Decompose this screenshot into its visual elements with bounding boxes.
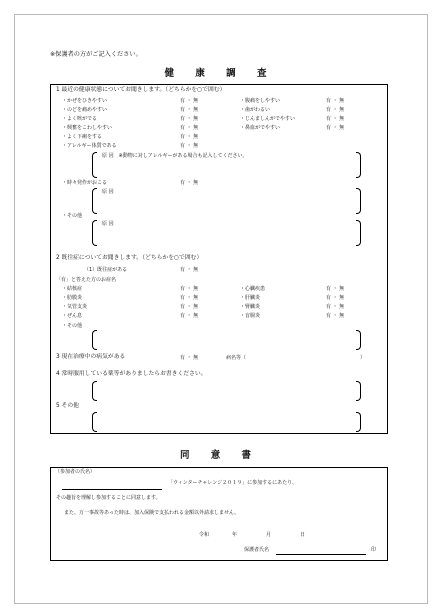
other2-bracket-right (356, 330, 361, 350)
section-2-heading: 2 既往症についてお聞きします。（どちらかを○で囲む） (56, 255, 203, 261)
left-item: ・かぜをひきやすい (62, 98, 108, 104)
disease-item: ・気管支炎 (62, 304, 88, 310)
section-1-heading: 1 最近の健康状態についてお聞きします。（どちらかを○で囲む） (56, 87, 226, 93)
consent-line-3: また、万一事故等あった時は、加入保険で支払われる金額以外請求しません。 (64, 510, 240, 516)
yes-no-choice[interactable]: 有 ・ 無 (180, 125, 199, 131)
other1-cause-label: 原 因 (102, 221, 114, 227)
guardian-name-label: 保護者氏名 (244, 547, 270, 553)
yes-no-choice[interactable]: 有 ・ 無 (180, 295, 199, 301)
left-item: ・興奮をこわしやすい (62, 125, 113, 131)
disease-item: ・肝臓炎 (240, 295, 261, 301)
seizure-bracket-right (356, 188, 361, 214)
yes-no-choice[interactable]: 有 ・ 無 (180, 180, 199, 186)
yes-no-choice[interactable]: 有 ・ 無 (180, 134, 199, 140)
disease-name-close: ） (360, 355, 366, 361)
section-2-note: 「有」と答えた方のお症名 (56, 277, 117, 283)
other1-bracket-left (92, 220, 97, 246)
date-day: 日 (300, 532, 306, 538)
other-item: ・その他 (62, 213, 83, 219)
yes-no-choice[interactable]: 有 ・ 無 (326, 116, 345, 122)
right-item: ・鼻血がでやすい (240, 125, 281, 131)
seizure-cause-label: 原 因 (102, 189, 114, 195)
other2-bracket-left (92, 330, 97, 350)
yes-no-choice[interactable]: 有 ・ 無 (326, 107, 345, 113)
date-month: 月 (266, 532, 272, 538)
yes-no-choice[interactable]: 有 ・ 無 (326, 295, 345, 301)
section-3-label: 3 現在治療中の病気がある (56, 354, 126, 360)
guardian-name-line[interactable] (276, 554, 366, 555)
yes-no-choice[interactable]: 有 ・ 無 (180, 286, 199, 292)
section-4-label: 4 常時服用している薬等がありましたらお書きください。 (56, 371, 207, 377)
meds-bracket-left (92, 381, 97, 401)
right-item: ・腹痛をしやすい (240, 98, 281, 104)
date-reiwa: 令和 (199, 532, 210, 538)
participant-label: （参加者の氏名） (55, 469, 96, 475)
right-item: ・じんましんがでやすい (240, 116, 296, 122)
disease-item: ・ぜん息 (62, 313, 83, 319)
seizure-item: ・時々発作がおこる (62, 180, 108, 186)
event-line: 「ウィンターチャレンジ２０１９」に参加するにあたり、 (168, 480, 298, 486)
date-year: 年 (232, 532, 238, 538)
yes-no-choice[interactable]: 有 ・ 無 (180, 304, 199, 310)
disease-item: ・腎臓炎 (240, 304, 261, 310)
guardian-note: ※保護者の方がご記入ください。 (50, 51, 142, 58)
section-5-label: 5 その他 (56, 403, 79, 409)
disease-item: ・肋膜炎 (62, 295, 83, 301)
yes-no-choice[interactable]: 有 ・ 無 (326, 125, 345, 131)
allergy-bracket-left (92, 152, 97, 178)
disease-item: ・心臓疾患 (240, 286, 266, 292)
yes-no-choice[interactable]: 有 ・ 無 (180, 116, 199, 122)
yes-no-choice[interactable]: 有 ・ 無 (180, 98, 199, 104)
other5-bracket-left (92, 412, 97, 432)
yes-no-choice[interactable]: 有 ・ 無 (326, 313, 345, 319)
yes-no-choice[interactable]: 有 ・ 無 (180, 143, 199, 149)
disease-name-label: 病名等（ (226, 355, 247, 361)
yes-no-choice[interactable]: 有 ・ 無 (180, 267, 199, 273)
yes-no-choice[interactable]: 有 ・ 無 (326, 98, 345, 104)
left-item: ・よく下痢をする (62, 134, 103, 140)
meds-bracket-right (356, 381, 361, 401)
disease-item: ・結核症 (62, 286, 83, 292)
yes-no-choice[interactable]: 有 ・ 無 (326, 304, 345, 310)
allergy-cause-label: 原 因 ※動物に対しアレルギーがある場合も記入してください。 (102, 153, 248, 159)
seal-mark: 印 (371, 547, 377, 553)
allergy-bracket-right (356, 152, 361, 178)
left-item: ・よく咳がでる (62, 116, 98, 122)
consent-line-2: その趣旨を理解し参加することに同意します。 (56, 495, 161, 501)
other5-bracket-right (356, 412, 361, 432)
left-item: ・アレルギー体質である (62, 143, 117, 149)
yes-no-choice[interactable]: 有 ・ 無 (180, 107, 199, 113)
left-item: ・のどを痛めやすい (62, 107, 108, 113)
other1-bracket-right (356, 220, 361, 246)
seizure-bracket-left (92, 188, 97, 214)
consent-title: 同 意 書 (179, 450, 261, 461)
participant-name-line[interactable] (62, 489, 162, 490)
yes-no-choice[interactable]: 有 ・ 無 (326, 286, 345, 292)
yes-no-choice[interactable]: 有 ・ 無 (180, 355, 199, 361)
other-item: ・その他 (62, 323, 83, 329)
disease-item: ・盲腸炎 (240, 313, 261, 319)
section-2-sub: （1）既往症がある (84, 267, 128, 273)
health-survey-title: 健 康 調 査 (164, 68, 276, 79)
right-item: ・歯がわるい (240, 107, 271, 113)
yes-no-choice[interactable]: 有 ・ 無 (180, 313, 199, 319)
